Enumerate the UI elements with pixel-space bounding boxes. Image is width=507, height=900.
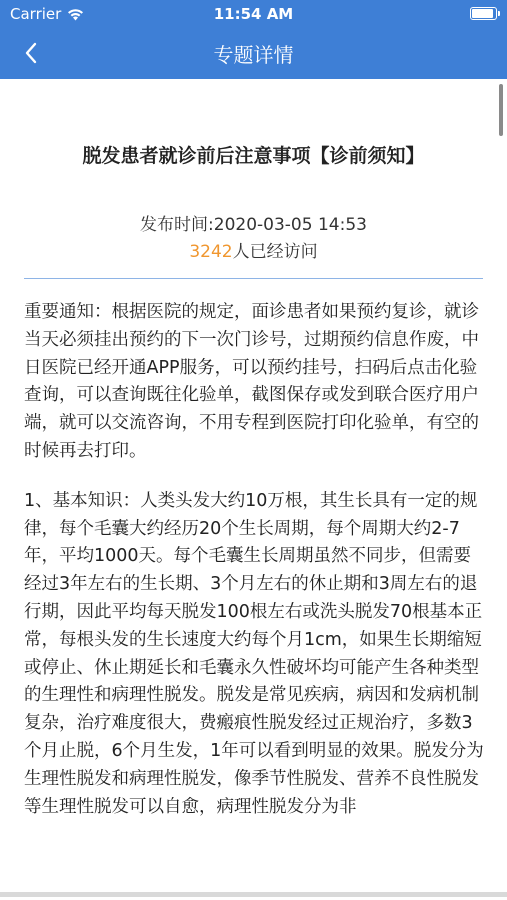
status-bar <box>0 0 507 28</box>
battery-icon <box>470 7 497 20</box>
divider <box>24 278 483 279</box>
page-title: 专题详情 <box>213 43 294 67</box>
app-header <box>0 0 507 79</box>
carrier-label: Carrier <box>10 5 62 23</box>
visit-info <box>0 237 507 262</box>
article-title: 脱发患者就诊前后注意事项 <box>82 145 311 167</box>
visit-suffix: 人已经访问 <box>232 242 318 262</box>
home-indicator <box>0 892 507 897</box>
publish-time: 发布时间:2020-03-05 14:53 <box>140 215 367 235</box>
status-time: 11:54 AM <box>213 5 294 23</box>
article-body <box>24 299 484 843</box>
visit-count: 3242 <box>189 242 233 262</box>
article-title-row <box>0 141 507 168</box>
article-content[interactable] <box>0 79 507 900</box>
paragraph-basic-knowledge: 1、基本知识：人类头发大约10万根，其生长具有一定的规律，每个毛囊大约经历20个生长周期，每个周期大约2-7年，平均1000天。每个毛囊生长周期虽然不同步，但需要经过3年左右的生长期、3个月左右的休止期和3周左右的退行期，因此平均每天脱发100根左右或洗头脱发70根基本正常，每根头发的生长速度大约每个月1cm，如果生长期缩短或停止、休止期延长和毛囊永久性破坏均可能产生各种类型的生理性和病理性脱发。脱发是常见疾病，病因和发病机制复杂，治疗难度很大，费瘢痕性脱发经过正规治疗，多数3个月止脱，6个月生发，1年可以看到明显的效果。脱发分为生理性脱发和病理性脱发，像季节性脱发、营养不良性脱发等生理性脱发可以自愈，病理性脱发分为非 <box>24 490 484 817</box>
scroll-indicator[interactable] <box>499 84 503 136</box>
navigation-bar <box>0 28 507 79</box>
paragraph-notice: 重要通知：根据医院的规定，面诊患者如果预约复诊，就诊当天必须挂出预约的下一次门诊号，过期预约信息作废，中日医院已经开通APP服务，可以预约挂号，扫码后点击化验查询，可以查询既往化验单，截图保存或发到联合医疗用户端，就可以交流咨询，不用专程到医院打印化验单，有空的时候再去打印。 <box>24 302 479 461</box>
article-tag: 【诊前须知】 <box>310 145 425 167</box>
